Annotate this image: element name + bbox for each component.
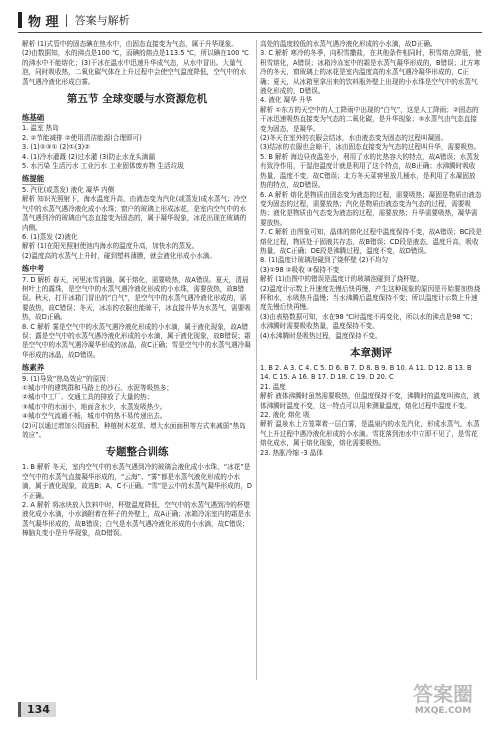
answer-paragraph: ④城市空气流通不畅，城市中的热不易传递出去。	[22, 412, 167, 421]
left-column	[22, 40, 252, 680]
answer-paragraph: ①城市中的建筑群和马路上的沙石、水泥等吸热多；	[22, 384, 173, 392]
subsection-label	[22, 261, 252, 275]
answer-paragraph: 5. 水污染 生活污水 工业污水 工业固体废弃物 生活垃圾	[22, 162, 184, 171]
answer-paragraph: ②城市中工厂、交通工具的排放了大量的热；	[22, 393, 154, 402]
answer-paragraph: 2. A 解析 将冰块放入饮料中时，杯壁温度降低，空气中的水蒸气遇到冷的杯壁液化成小水滴，小水滴附着在杯子的外壁上，故A正确；冰箱冷冻室内的霜是水蒸气凝华形成的，故B错误；白气是水蒸气遇冷液化形成的小水滴，故C错误；樟脑丸变小是升华现象，故D错误。	[22, 501, 251, 538]
header-subject: 物 理	[28, 14, 59, 30]
answer-paragraph: 21. 温度	[260, 382, 286, 391]
header-separator: |	[64, 13, 69, 27]
answer-paragraph: 5. 汽化(或蒸发) 液化 凝华 内侧	[22, 185, 115, 194]
answer-paragraph: (2)冬天在室外的衣服会结冰，水由液态变为固态的过程叫凝固。	[260, 134, 448, 143]
watermark-logo	[400, 683, 486, 723]
answer-paragraph: 22. 液化 熔化 吸	[260, 411, 310, 420]
column-divider	[256, 40, 257, 680]
answer-paragraph: 解析 (1)在阳光照射使池内海水的温度升高，加快水的蒸发。	[22, 242, 199, 251]
subsection-text: 练中考	[22, 264, 45, 274]
subsection-text: 练基础	[22, 113, 45, 123]
page-number: 134	[18, 702, 56, 717]
subsection-label	[22, 360, 252, 374]
header-subtitle: 答案与解析	[74, 14, 130, 27]
subsection-label	[22, 171, 252, 185]
answer-paragraph: 解析 温泉水上方笼罩着一层白雾，是温泉内的水先汽化，形成水蒸气，水蒸气上升过程中遇冷液化形成的小水滴。雪花落到池水中立即不见了，是雪花熔化成水，属于熔化现象，熔化需要吸热。	[260, 420, 480, 448]
header-bar	[18, 12, 22, 28]
answer-paragraph: (2)温度计示数上升速度先慢后快再慢，产生这种现象的原因是开始要加热烧杯和水，水吸热升温慢；当水沸腾后温度保持不变；所以温度计示数上升速度先慢后快再慢。	[260, 284, 481, 312]
answer-paragraph: (3)①98 ②吸收 ③保持不变	[260, 265, 340, 274]
answer-paragraph: 解析 (1)式管中的固态碘在热水中，由固态直接变为气态，属于升华现象。	[22, 40, 238, 48]
answer-paragraph: 6. (1)蒸发 (2)液化	[22, 232, 78, 241]
answer-paragraph: (3)结冰的衣服也会晾干，冰由固态直接变为气态的过程叫升华，需要吸热。	[260, 143, 481, 152]
answer-paragraph: 1. B 2. A 3. C 4. C 5. D 6. B 7. D 8. B 9. B 10. A 11. D 12. B 13. B 14. C 15. A 16. B 17. D 18. C 19. D 20. C	[260, 364, 472, 382]
section-title: 本章测评	[350, 347, 392, 359]
answer-paragraph: 5. B 解析 海边昼夜温差小，利用了水的比热容大的特点，故A错误；水蒸发有致冷作用，干湿泡温度计就是利用了这个特点，故B正确；水沸腾时吸收热量，温度不变，故C错误；北方冬天菜窖里放几桶水，是利用了水凝固放热的特点，故D错误。	[260, 152, 480, 190]
watermark-url: MXQE.COM	[414, 706, 472, 716]
answer-paragraph: 7. C 解析 由图象可知，晶体的熔化过程中温度保持不变，故A错误；BC段是熔化过程，物质处于固液共存态，故B错误；CD段是液态，温度升高，吸收热量，故C正确；DE段是沸腾过程，温度不变，故D错误。	[260, 228, 482, 255]
answer-paragraph: (2)由数据知，水的沸点是100 ℃，而碘的熔点是113.5 ℃，所以碘在100 ℃的沸水中不能熔化；(3)干冰在温水中迅速升华成气态，从水中冒出。大量气泡，同时吸收热，二氧化碳气体在上升过程中会使空气温度降低，空气中的水蒸气遇冷液化形成白雾。	[22, 49, 249, 86]
section-title: 第五节 全球变暖与水资源危机	[66, 93, 208, 106]
answer-paragraph: (2)可以通过增加公园面积、种植树木花草、增大水面面积等方式来减弱“热岛效应”。	[22, 421, 246, 440]
answer-paragraph: 4. (1)冷水灌溉 (2)过水灌 (3)防止水龙头滴漏	[22, 152, 155, 161]
answer-paragraph: 高处的温度较低的水蒸气遇冷液化形成的小水滴，故D正确。	[260, 40, 437, 48]
answer-paragraph: 1. B 解析 冬天，室内空气中的水蒸气遇到冷的玻璃会液化成小水珠，“冰花”是空气中的水蒸气直接凝华形成的，“云海”、“雾”都是水蒸气液化形成的小水滴，属于液化现象，故选B；A、C不正确。“雪”是云中的水蒸气凝华形成的，D不正确。	[22, 463, 252, 500]
subsection-text: 练提能	[22, 174, 45, 184]
header-rule	[18, 32, 482, 33]
answer-paragraph: (4)水沸腾时是吸热过程，温度保持不变。	[260, 331, 382, 340]
answer-paragraph: 6. A 解析 熔化是物质由固态变为液态的过程，需要吸热；凝固是物质由液态变为固态的过程，需要放热；汽化是物质由液态变为气态的过程，需要吸热；液化是物质由气态变为液态的过程，需要放热；升华需要吸热，凝华需要放热。	[260, 190, 482, 227]
right-column	[260, 40, 482, 680]
section-title: 专题整合训练	[105, 446, 169, 459]
watermark-text: 答案圈	[413, 682, 473, 706]
answer-paragraph: 2. ②节能减排 ②使用清洁能源(合理即可)	[22, 133, 142, 142]
answer-paragraph: 3. (1)②③① (2)①(3)②	[22, 143, 91, 152]
answer-paragraph: 23. 热胀冷缩 -3 晶体	[260, 448, 323, 457]
answer-paragraph: ③城市中的水面小，地面含水少，水蒸发吸热少。	[22, 402, 167, 411]
answer-paragraph: 解析 (1)由图中的错误是温度计的玻璃泡碰到了烧杯壁。	[260, 275, 424, 284]
answer-paragraph: (2)温度高的水蒸气上升时，碰到塑料薄膜，就会液化形成小水滴。	[22, 251, 216, 260]
answer-paragraph: 3. C 解析 寒冷的冬季，向积雪撒盐，在其他条件相同时，积雪熔点降低，使积雪熔化，A错误；冰箱冷冻室中的霜是水蒸气凝华形成的，B错误；北方寒冷的冬天，窗玻璃上的冰花是室内温度高的水蒸气遇冷凝华形成的，C正确；夏天，从冰箱里拿出来的饮料瓶外壁上出现的小水珠是空气中的水蒸气液化形成的，D错误。	[260, 49, 482, 96]
answer-paragraph: 解析 知识光照射下，海水温度升高，由液态变为汽化(或蒸发)成水蒸气；冷空气中的水蒸气遇冷液化成小水珠；窗户的玻璃上形成冰花，是室内空气中的水蒸气遇到冷的玻璃由气态直接变为固态的，属于凝华现象，冰花出现在玻璃的内侧。	[22, 195, 247, 232]
answer-paragraph: 解析 液体沸腾时虽然需要吸热，但温度保持不变，沸腾时的温度叫沸点，液体沸腾时温度不变，这一特点可以用来测量温度，熔化过程中温度不变。	[260, 392, 480, 410]
answer-paragraph: 9. (1)导致“热岛效应”的原因：	[22, 374, 113, 383]
answer-paragraph: 4. 液化 凝华 升华	[260, 96, 313, 105]
answer-paragraph: (3)由表格数据可知，水在98 ℃时温度不再变化，所以水的沸点是98 ℃；水沸腾时需要吸收热量，温度保持不变。	[260, 312, 477, 331]
subsection-label	[22, 110, 252, 124]
page-header	[18, 10, 130, 30]
answer-paragraph: 8. (1)温度计玻璃泡碰到了烧杯壁 (2)不均匀	[260, 256, 389, 265]
answer-paragraph: 8. C 解析 雾是空气中的水蒸气遇冷液化形成的小水滴，属于液化现象，故A错误；露是空气中的水蒸气遇冷液化形成的小水滴，属于液化现象，故B错误；霜是空气中的水蒸气遇冷凝华形成的冰晶，故C正确；雪是空气中的水蒸气遇冷凝华形成的冰晶，故D错误。	[22, 322, 251, 359]
answer-paragraph: 1. 温室 热岛	[22, 124, 59, 133]
subsection-text: 练素养	[22, 363, 45, 373]
answer-paragraph: 解析 ①东方的天空中的人工降雨中出现的“白气”，这是人工降雨；②固态的干冰迅速吸热直接变为气态的二氧化碳，是升华现象；③水蒸气由气态直接变为固态，是凝华。	[260, 105, 479, 133]
answer-paragraph: 7. D 解析 春天，河里冰雪消融，属于熔化，需要吸热，故A错误。夏天，清晨树叶上的露珠，是空气中的水蒸气遇冷液化形成的小水珠，需要放热，故B错误。秋天，打开冰箱门冒出的“白气”，是空气中的水蒸气遇冷液化形成的，需要放热，故C错误；冬天，冰冻的衣服也能晾干，冰直接升华为水蒸气，需要吸热，故D正确。	[22, 275, 251, 322]
